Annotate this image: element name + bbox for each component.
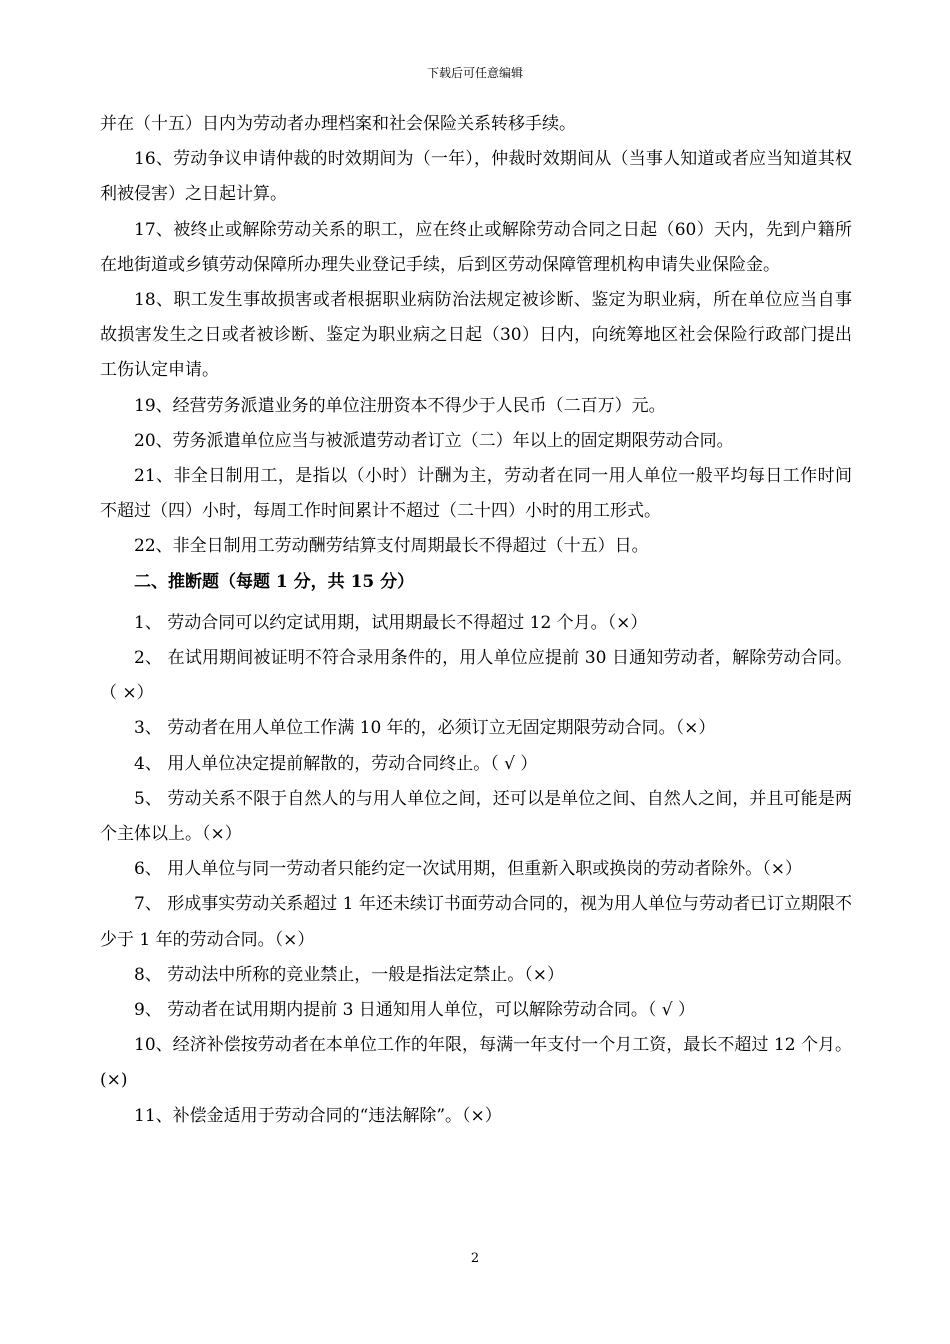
- fill-in-item-18: 18、职工发生事故损害或者根据职业病防治法规定被诊断、鉴定为职业病，所在单位应当自事故损害发生之日或者被诊断、鉴定为职业病之日起（30）日内，向统筹地区社会保险行政部门提出工伤认定申请。: [100, 290, 852, 381]
- page-number: 2: [470, 1251, 480, 1266]
- judgment-item-3: 3、 劳动者在用人单位工作满 10 年的，必须订立无固定期限劳动合同。（×）: [134, 718, 716, 739]
- page-header: 下载后可任意编辑: [426, 66, 523, 80]
- judgment-item-6: 6、 用人单位与同一劳动者只能约定一次试用期，但重新入职或换岗的劳动者除外。（×）: [134, 859, 802, 880]
- judgment-item-11: 11、补偿金适用于劳动合同的“违法解除”。（×）: [134, 1105, 502, 1126]
- judgment-item-10: 10、经济补偿按劳动者在本单位工作的年限，每满一年支付一个月工资，最长不超过 12 个月。(×): [100, 1035, 852, 1091]
- fill-in-item-22: 22、非全日制用工劳动酬劳结算支付周期最长不得超过（十五）日。: [134, 536, 649, 557]
- fill-in-item-19: 19、经营劳务派遣业务的单位注册资本不得少于人民币（二百万）元。: [134, 395, 666, 416]
- fill-in-item-17: 17、被终止或解除劳动关系的职工，应在终止或解除劳动合同之日起（60）天内，先到户籍所在地街道或乡镇劳动保障所办理失业登记手续，后到区劳动保障管理机构申请失业保险金。: [100, 219, 852, 275]
- judgment-item-5: 5、 劳动关系不限于自然人的与用人单位之间，还可以是单位之间、自然人之间，并且可能是两个主体以上。（×）: [100, 788, 852, 845]
- paragraph-continuation: 并在（十五）日内为劳动者办理档案和社会保险关系转移手续。: [100, 114, 576, 134]
- fill-in-item-21: 21、非全日制用工，是指以（小时）计酬为主，劳动者在同一用人单位一般平均每日工作时间不超过（四）小时，每周工作时间累计不超过（二十四）小时的用工形式。: [100, 466, 852, 522]
- judgment-item-1: 1、 劳动合同可以约定试用期，试用期最长不得超过 12 个月。（×）: [134, 612, 648, 633]
- judgment-item-8: 8、 劳动法中所称的竞业禁止，一般是指法定禁止。（×）: [134, 964, 564, 985]
- section-heading-judgment: 二、推断题（每题 1 分，共 15 分）: [134, 571, 415, 592]
- document-body: [100, 107, 852, 1134]
- judgment-item-9: 9、 劳动者在试用期内提前 3 日通知用人单位，可以解除劳动合同。（ √ ）: [134, 1000, 695, 1021]
- fill-in-item-20: 20、劳务派遣单位应当与被派遣劳动者订立（二）年以上的固定期限劳动合同。: [134, 430, 734, 451]
- fill-in-item-16: 16、劳动争议申请仲裁的时效期间为（一年），仲裁时效期间从（当事人知道或者应当知道其权利被侵害）之日起计算。: [100, 149, 852, 205]
- judgment-item-7: 7、 形成事实劳动关系超过 1 年还未续订书面劳动合同的，视为用人单位与劳动者已订立期限不少于 1 年的劳动合同。（×）: [100, 894, 852, 950]
- judgment-item-2: 2、 在试用期间被证明不符合录用条件的，用人单位应提前 30 日通知劳动者，解除劳动合同。（ ×）: [100, 648, 852, 704]
- judgment-item-4: 4、 用人单位决定提前解散的，劳动合同终止。（ √ ）: [134, 753, 538, 774]
